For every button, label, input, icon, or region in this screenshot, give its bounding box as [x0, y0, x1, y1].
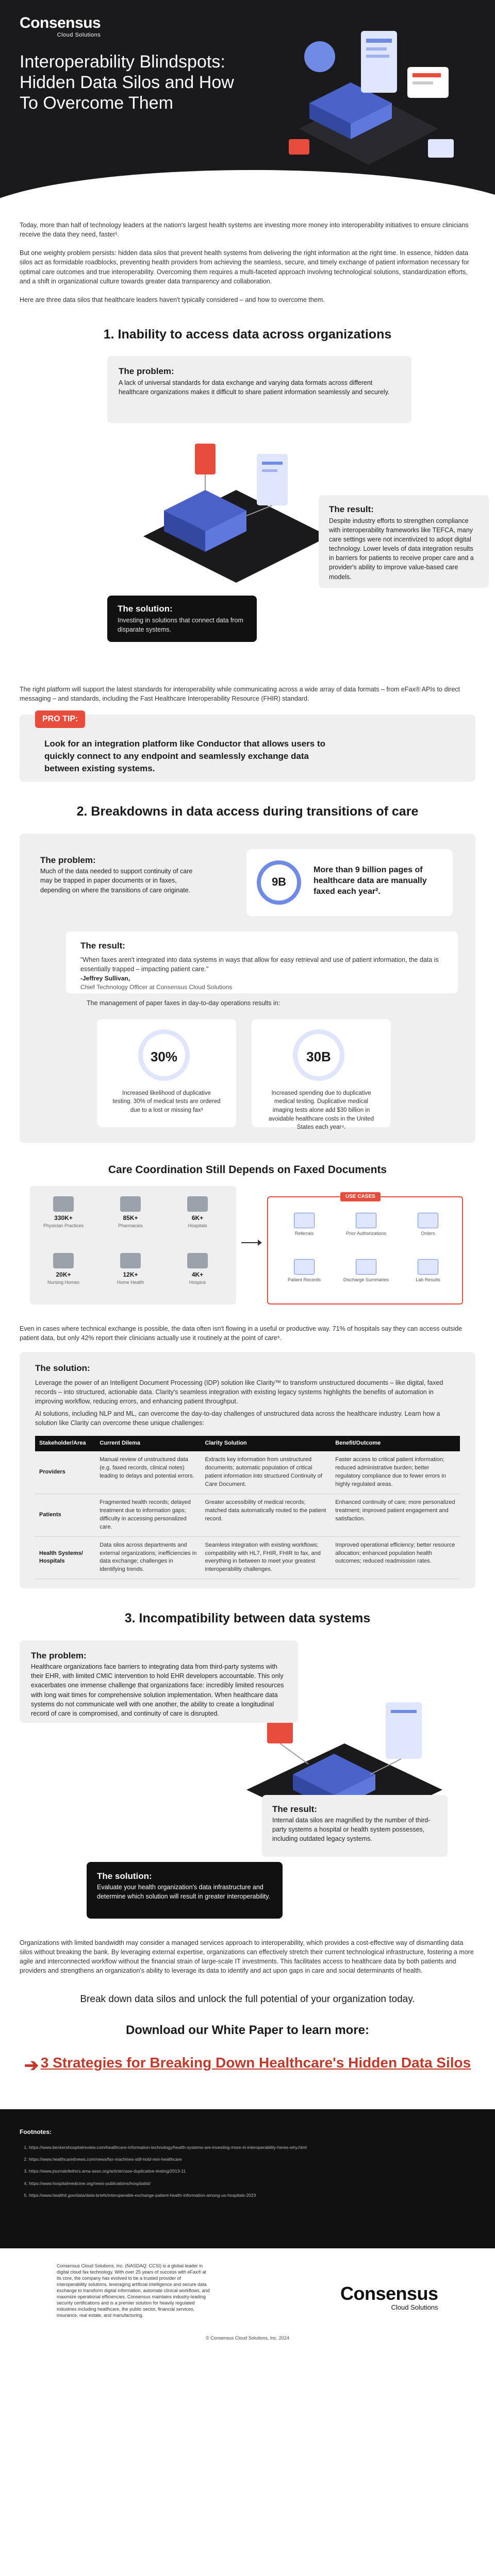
document-icon — [294, 1213, 315, 1228]
download-heading: Download our White Paper to learn more: — [125, 2023, 370, 2038]
white-paper-cta[interactable] — [20, 2053, 475, 2078]
footnote-link[interactable]: 4. https://www.hospitalmedicine.org/news-publications/hospitalist/ — [29, 2180, 475, 2187]
table-cell: Providers — [35, 1451, 95, 1494]
table-header-row — [35, 1436, 460, 1451]
arrow-right-icon — [241, 1238, 262, 1248]
stat-card-30pct — [97, 1019, 236, 1127]
solution-heading: The solution: — [118, 604, 173, 614]
footnote-link[interactable]: 5. https://www.healthit.gov/data/data-briefs/interoperable-exchange-patient-health-information-among-us-hospitals-2023 — [29, 2192, 475, 2198]
pro-tip — [20, 715, 475, 782]
use-case-node — [340, 1213, 392, 1237]
stat-card-9b — [246, 849, 453, 916]
document-icon — [294, 1259, 315, 1275]
table-cell: Greater accessibility of medical records; matched data automatically routed to the patient record. — [201, 1494, 332, 1536]
table-header: Clarity Solution — [201, 1436, 332, 1451]
stat-ring — [257, 860, 301, 905]
result-text: Despite industry efforts to strengthen compliance with interoperability frameworks like TEFCA, many care settings were not incentivized to adopt digital technology. Lower levels of data integration results in barriers for patients to receive proper care and a provider's ability to improve value-based care models. — [329, 517, 474, 581]
node-label: Lab Results — [416, 1277, 440, 1282]
section3-after: Organizations with limited bandwidth may consider a managed services approach to interoperability, which provides a cost-effective way of dismantling data silos without breaking the bank. By leveraging external expertise, organizations can effectively stretch their current technological infrastructure, fostering a more agile and interconnected workflow without the financial strain of large-scale IT investments. This facilitates access to healthcare data by both patients and providers and strengthens an organization's ability to leverage its data to identify and act upon gaps in care and social determinants of health. — [20, 1939, 474, 1974]
provider-cell — [35, 1191, 92, 1238]
intro-paragraph: Here are three data silos that healthcare leaders haven't typically considered – and how to overcome them. — [20, 296, 325, 303]
stat-card-30b — [252, 1019, 391, 1131]
brand-sub: Cloud Solutions — [391, 2303, 438, 2312]
stat-ring — [138, 1029, 190, 1081]
use-case-node — [278, 1259, 330, 1283]
building-icon — [120, 1253, 141, 1268]
stat-text: More than 9 billion pages of healthcare data are manually faxed each year². — [314, 865, 427, 896]
table-cell: Faster access to critical patient information; reduced administrative burden; better regulatory compliance due to fewer errors in highly regulated areas. — [331, 1451, 460, 1494]
use-case-node — [402, 1259, 454, 1283]
cell-label: Home Health — [117, 1280, 144, 1285]
footnote-link[interactable]: 3. https://www.journalofethics.ama-assn.org/article/case-duplicative-testing/2013-11 — [29, 2168, 475, 2174]
footnote-link[interactable]: 1. https://www.beckershospitalreview.com/healthcare-information-technology/health-systems-are-investing-more-in-interoperability-heres-why.html — [29, 2144, 475, 2150]
table-cell: Seamless integration with existing workflows; compatibility with HL7, FHIR, FHIR to fax, and everything in between to meet your greatest interoperability challenges. — [201, 1536, 332, 1579]
table-header: Current Dilema — [95, 1436, 201, 1451]
problem-text: A lack of universal standards for data exchange and varying data formats across different healthcare organizations makes it difficult to share patient information seamlessly and securely. — [119, 379, 390, 396]
document-icon — [418, 1259, 438, 1275]
stat-value: 30B — [306, 1048, 331, 1064]
problem-heading: The problem: — [119, 366, 174, 377]
cell-value: 20K+ — [56, 1270, 71, 1278]
cell-label: Pharmacies — [118, 1223, 143, 1229]
table-cell: Health Systems/ Hospitals — [35, 1536, 95, 1579]
section2-problem — [40, 854, 195, 895]
table-cell: Manual review of unstructured data (e.g. faxed records, clinical notes) leading to delays and potential errors. — [95, 1451, 201, 1494]
clarity-solution — [20, 1352, 475, 1588]
problem-heading: The problem: — [40, 855, 96, 865]
table-cell: Fragmented health records; delayed treatment due to information gaps; difficulty in accessing personalized care. — [95, 1494, 201, 1536]
table-cell: Extracts key information from unstructured documents; automatic population of critical patient information into structured Continuity of Care Document. — [201, 1451, 332, 1494]
document-icon — [356, 1213, 376, 1228]
section2 — [20, 834, 475, 1153]
solution-heading: The solution: — [97, 1871, 152, 1881]
section3-title: 3. Incompatibility between data systems — [124, 1611, 371, 1626]
section2-title: 2. Breakdowns in data access during transitions of care — [76, 804, 419, 819]
copyright: © Consensus Cloud Solutions, Inc. 2024 — [206, 2335, 289, 2341]
table-header: Benefit/Outcome — [331, 1436, 460, 1451]
section1-result — [319, 495, 489, 588]
intro-paragraph: But one weighty problem persists: hidden data silos that prevent health systems from delivering the right information at the right time. In essence, hidden data silos act as formidable roadblocks, preventing health providers from achieving the seamless, secure, and timely exchange of patient information necessary for optimal care outcomes and true interoperability. Overcoming them requires a multi-faceted approach involving technological solutions, standardization efforts, and a shift in organizational culture towards greater data transparency and collaboration. — [20, 249, 469, 285]
footer-logo[interactable] — [340, 2284, 438, 2313]
section1 — [20, 356, 475, 675]
cell-value: 85K+ — [123, 1214, 138, 1222]
hero-illustration — [258, 10, 480, 185]
section1-after: The right platform will support the latest standards for interoperability while communicating across a wide array of data formats – from eFax® APIs to direct messaging – and standards, including the Fast Healthcare Interoperability Resource (FHIR) standard. — [20, 686, 460, 703]
section3-result — [262, 1795, 448, 1857]
stat-text: Increased spending due to duplicative medical testing. Duplicative medical imaging tests alone add $30 billion in avoidable healthcare costs in the United States each year⁴. — [269, 1090, 374, 1131]
use-case-node — [340, 1259, 392, 1283]
building-icon — [187, 1253, 208, 1268]
footnotes — [0, 2109, 495, 2248]
solution-text: Leverage the power of an Intelligent Document Processing (IDP) solution like Clarity™ to transform unstructured documents – like digital, faxed records – into structured, actionable data. Clarity's seamless integration with existing legacy systems highlights the benefits of automation in improving workflow, reducing errors, and enhancing patient throughput. — [35, 1379, 443, 1405]
cell-label: Hospitals — [188, 1223, 207, 1229]
node-label: Patient Records — [287, 1277, 321, 1282]
provider-grid — [30, 1186, 236, 1304]
pro-tip-text: Look for an integration platform like Conductor that allows users to quickly connect to any endpoint and seamlessly exchange data between existing systems. — [44, 739, 325, 774]
table-cell: Data silos across departments and external organizations; inefficiencies in data exchange; challenges in identifying trends. — [95, 1536, 201, 1579]
solution-heading: The solution: — [35, 1363, 90, 1373]
section3-solution — [87, 1862, 283, 1919]
use-cases-badge: USE CASES — [340, 1192, 381, 1202]
section2-result — [66, 931, 458, 993]
brand-name: Consensus — [340, 2283, 438, 2304]
provider-cell — [169, 1191, 226, 1238]
management-lead: The management of paper faxes in day-to-day operations results in: — [87, 999, 280, 1007]
problem-text: Much of the data needed to support continuity of care may be trapped in paper documents or in faxes, depending on where the transitions of care originate. — [40, 868, 193, 894]
clarity-table — [35, 1436, 460, 1579]
table-cell: Patients — [35, 1494, 95, 1536]
footnote-list — [20, 2144, 475, 2199]
footnotes-heading: Footnotes: — [20, 2128, 52, 2136]
section1-title: 1. Inability to access data across organizations — [103, 327, 392, 342]
table-row — [35, 1536, 460, 1579]
result-heading: The result: — [272, 1804, 317, 1814]
stat-text: Increased likelihood of duplicative testing. 30% of medical tests are ordered due to a lost or missing fax³ — [112, 1090, 221, 1113]
cell-value: 330K+ — [54, 1214, 73, 1222]
brand-sub: Cloud Solutions — [57, 32, 101, 38]
stat-ring — [293, 1029, 344, 1081]
document-icon — [418, 1213, 438, 1228]
problem-heading: The problem: — [31, 1650, 87, 1660]
node-label: Prior Authorizations — [345, 1230, 387, 1236]
table-header: Stakeholder/Area — [35, 1436, 95, 1451]
solution-text: Evaluate your health organization's data infrastructure and determine which solution will result in greater interoperability. — [97, 1884, 271, 1901]
node-label: Referrals — [294, 1230, 314, 1236]
hero-title: Interoperability Blindspots: Hidden Data Silos and How To Overcome Them — [20, 52, 234, 113]
section1-problem — [107, 356, 411, 423]
white-paper-link[interactable]: 3 Strategies for Breaking Down Healthcare's Hidden Data Silos — [40, 2054, 471, 2071]
result-heading: The result: — [329, 504, 374, 515]
node-label: Orders — [421, 1230, 435, 1236]
provider-cell — [169, 1248, 226, 1294]
table-cell: Enhanced continuity of care; more personalized treatment; improved patient engagement and satisfaction. — [331, 1494, 460, 1536]
solution-text: Investing in solutions that connect data from disparate systems. — [118, 616, 243, 633]
result-heading: The result: — [80, 940, 125, 951]
stat-value: 30% — [150, 1048, 178, 1064]
solution-text: AI solutions, including NLP and ML, can overcome the day-to-day challenges of unstructured data across the healthcare industry. Learn how a solution like Clarity can overcome these unique challenges: — [35, 1410, 440, 1427]
cell-value: 6K+ — [191, 1214, 204, 1222]
table-row — [35, 1494, 460, 1536]
use-cases-box — [267, 1193, 463, 1304]
use-case-node — [278, 1213, 330, 1237]
section1-illustration — [133, 433, 339, 598]
building-icon — [187, 1196, 208, 1212]
intro-paragraph: Today, more than half of technology leaders at the nation's largest health systems are investing more money into interoperability initiatives to ensure clinicians receive the data they need, faster¹. — [20, 222, 469, 239]
cell-label: Hospice — [189, 1280, 206, 1285]
provider-cell — [102, 1248, 159, 1294]
building-icon — [120, 1196, 141, 1212]
section1-solution — [107, 596, 257, 642]
quote-author: -Jeffrey Sullivan, — [80, 974, 130, 982]
cell-label: Nursing Homes — [47, 1280, 80, 1285]
footnote-link[interactable]: 2. https://www.healthcareitnews.com/news/fax-machines-still-hold-rein-healthcare — [29, 2156, 475, 2162]
use-case-node — [402, 1213, 454, 1237]
table-row — [35, 1451, 460, 1494]
provider-cell — [35, 1248, 92, 1294]
problem-text: Healthcare organizations face barriers to integrating data from third-party systems with their EHR, with limited CMIC intervention to hold EHR developers accountable. This only exacerbates one immense challenge that organizations face: incredibly limited resources with long wait times for comprehensive solution implementation. When healthcare data systems do not communicate well with one another, the ability to create a longitudinal record of care is compromised, and continuity of care is disrupted. — [31, 1663, 284, 1717]
provider-cell — [102, 1191, 159, 1238]
brand-logo[interactable] — [20, 15, 101, 40]
cell-label: Physician Practices — [43, 1223, 84, 1229]
pro-tip-badge: PRO TIP: — [35, 710, 85, 727]
building-icon — [53, 1253, 74, 1268]
result-quote: "When faxes aren't integrated into data systems in ways that allow for easy retrieval and use of patient information, the data is essentially trapped – impacting patient care." — [80, 956, 439, 973]
stat-value: 9B — [271, 875, 287, 888]
section3-problem — [20, 1640, 298, 1723]
section3 — [20, 1640, 475, 1929]
cell-value: 4K+ — [191, 1270, 204, 1278]
closing-statement: Break down data silos and unlock the full potential of your organization today. — [80, 1994, 415, 2005]
result-text: Internal data silos are magnified by the number of third-party systems a hospital or health system possesses, including outdated legacy systems. — [272, 1817, 431, 1843]
quote-author-title: Chief Technology Officer at Consensus Cloud Solutions — [80, 983, 233, 991]
hero-banner — [0, 0, 495, 211]
coordination-diagram — [20, 1186, 475, 1315]
cell-value: 12K+ — [123, 1270, 138, 1278]
about-text: Consensus Cloud Solutions, Inc. (NASDAQ: CCSI) is a global leader in digital cloud fax technology. With over 25 years of success with eFax® at its core, the company has evolved to be a trusted provider of interoperability solutions, leveraging artificial intelligence and secure data exchange to transform digital information, automate clinical workflows, and maximize operational efficiencies. Consensus maintains industry-leading security certifications and is a premier solution for heavily regulated industries including healthcare, the public sector, financial services, insurance, real estate, and manufacturing. — [57, 2263, 210, 2318]
footer — [0, 2248, 495, 2331]
interop-lead: Even in cases where technical exchange is possible, the data often isn't flowing in a useful or productive way. 71% of hospitals say they can access outside patient data, but only 42% report their clinicians actually use it routinely at the point of care⁵. — [20, 1325, 463, 1342]
brand-name: Consensus — [20, 14, 101, 31]
coordination-title: Care Coordination Still Depends on Faxed Documents — [108, 1163, 387, 1176]
building-icon — [53, 1196, 74, 1212]
table-cell: Improved operational efficiency; better resource allocation; enhanced population health outcomes; reduced readmission rates. — [331, 1536, 460, 1579]
arrow-right-icon: ➔ — [24, 2055, 39, 2075]
document-icon — [356, 1259, 376, 1275]
node-label: Discharge Summaries — [343, 1277, 389, 1282]
